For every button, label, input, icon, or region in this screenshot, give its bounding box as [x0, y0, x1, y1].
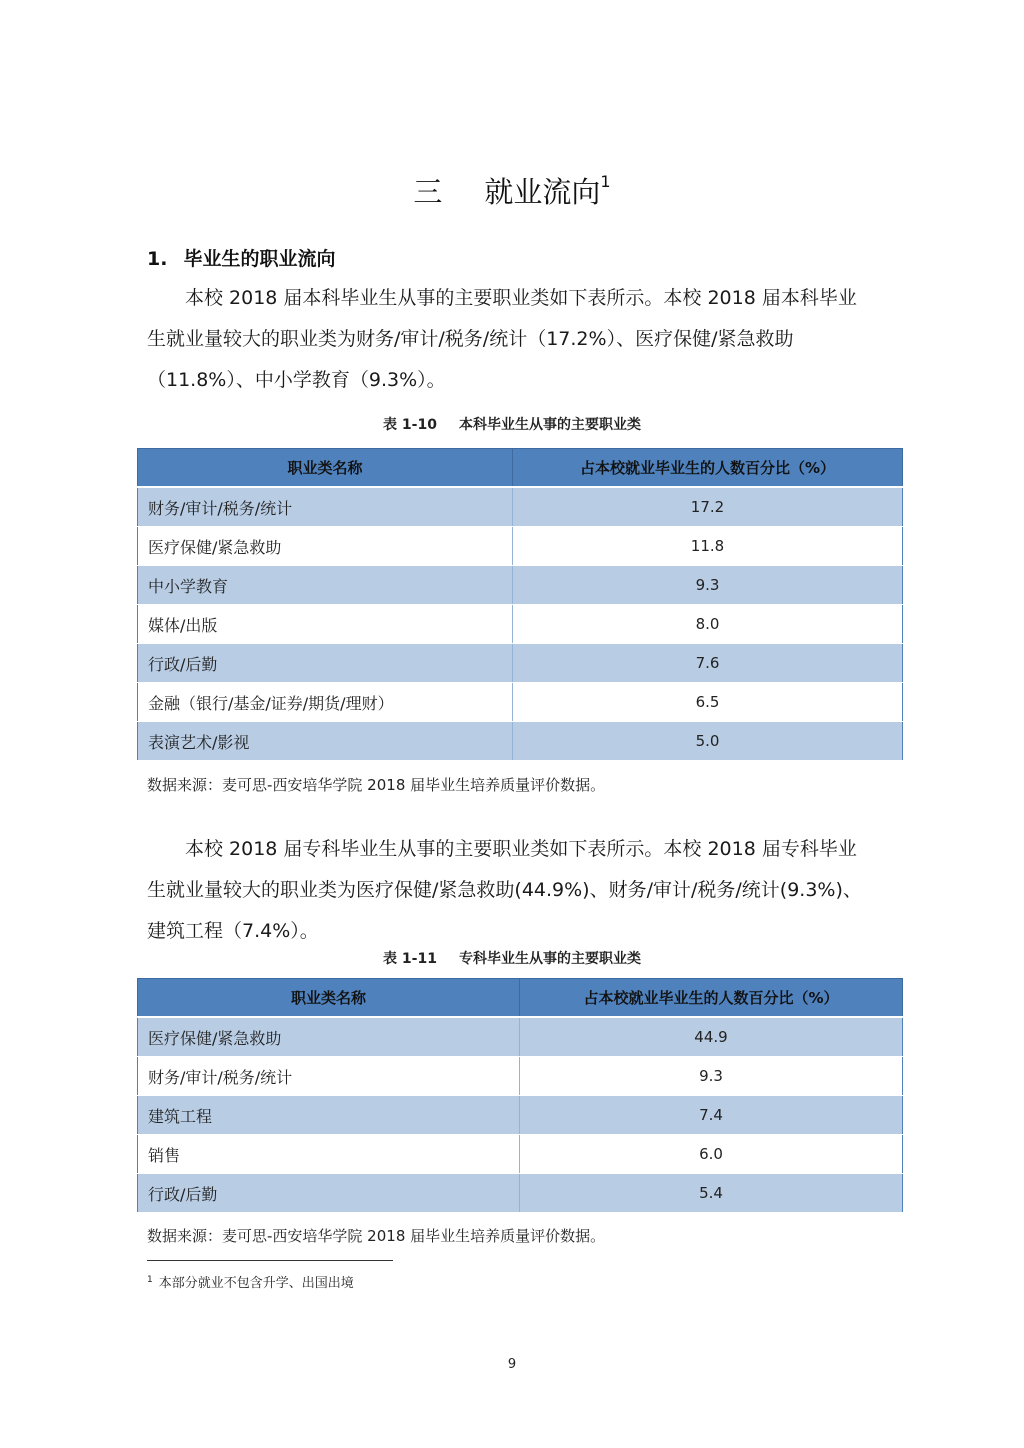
paragraph-line: 本校 2018 届本科毕业生从事的主要职业类如下表所示。本校 2018 届本科毕业 — [185, 287, 857, 309]
percentage-value: 9.3 — [520, 1057, 903, 1096]
occupation-name: 行政/后勤 — [138, 644, 513, 683]
table-number: 表 1-10 — [383, 417, 437, 433]
percentage-value: 6.5 — [513, 683, 903, 722]
percentage-value: 44.9 — [520, 1017, 903, 1057]
column-header-percentage: 占本校就业毕业生的人数百分比（%） — [513, 449, 903, 488]
undergraduate-occupation-table — [137, 448, 903, 761]
table-row — [138, 605, 903, 644]
table-row — [138, 644, 903, 683]
table-row — [138, 566, 903, 605]
paragraph-junior-college — [147, 829, 899, 952]
occupation-name: 行政/后勤 — [138, 1174, 520, 1213]
table-row — [138, 683, 903, 722]
footnote-separator — [147, 1260, 393, 1261]
occupation-name: 医疗保健/紧急救助 — [138, 527, 513, 566]
paragraph-line: 生就业量较大的职业类为医疗保健/紧急救助(44.9%)、财务/审计/税务/统计(9.3%)、 — [147, 879, 862, 901]
section-heading — [0, 170, 1024, 211]
table-caption — [0, 414, 1024, 434]
occupation-name: 财务/审计/税务/统计 — [138, 1057, 520, 1096]
percentage-value: 17.2 — [513, 487, 903, 527]
table-row — [138, 527, 903, 566]
table-row — [138, 1135, 903, 1174]
table-row — [138, 487, 903, 527]
percentage-value: 5.0 — [513, 722, 903, 761]
subsection-title: 毕业生的职业流向 — [183, 248, 336, 270]
column-header-percentage: 占本校就业毕业生的人数百分比（%） — [520, 979, 903, 1018]
percentage-value: 9.3 — [513, 566, 903, 605]
occupation-name: 中小学教育 — [138, 566, 513, 605]
footnote — [147, 1272, 354, 1291]
subsection-number: 1. — [147, 248, 168, 270]
footnote-reference[interactable]: 1 — [600, 172, 611, 192]
table-row — [138, 1174, 903, 1213]
occupation-name: 销售 — [138, 1135, 520, 1174]
percentage-value: 6.0 — [520, 1135, 903, 1174]
occupation-name: 媒体/出版 — [138, 605, 513, 644]
table-row — [138, 1017, 903, 1057]
section-number: 三 — [413, 175, 443, 209]
percentage-value: 7.6 — [513, 644, 903, 683]
footnote-text: 本部分就业不包含升学、出国出境 — [158, 1276, 354, 1291]
subsection-heading — [147, 244, 335, 271]
table-row — [138, 1096, 903, 1135]
percentage-value: 11.8 — [513, 527, 903, 566]
page-number: 9 — [507, 1357, 517, 1372]
paragraph-line: 生就业量较大的职业类为财务/审计/税务/统计（17.2%）、医疗保健/紧急救助 — [147, 328, 794, 350]
occupation-name: 表演艺术/影视 — [138, 722, 513, 761]
paragraph-line: （11.8%）、中小学教育（9.3%）。 — [147, 369, 446, 391]
percentage-value: 5.4 — [520, 1174, 903, 1213]
table-row — [138, 1057, 903, 1096]
footnote-marker: 1 — [147, 1274, 153, 1285]
percentage-value: 7.4 — [520, 1096, 903, 1135]
table-header-row — [138, 979, 903, 1018]
table-source-note: 数据来源：麦可思-西安培华学院 2018 届毕业生培养质量评价数据。 — [147, 776, 606, 794]
occupation-name: 建筑工程 — [138, 1096, 520, 1135]
paragraph-line: 建筑工程（7.4%）。 — [147, 920, 319, 942]
junior-college-occupation-table — [137, 978, 903, 1213]
paragraph-line: 本校 2018 届专科毕业生从事的主要职业类如下表所示。本校 2018 届专科毕业 — [185, 838, 857, 860]
table-title: 本科毕业生从事的主要职业类 — [458, 417, 641, 433]
table-source-note: 数据来源：麦可思-西安培华学院 2018 届毕业生培养质量评价数据。 — [147, 1227, 606, 1245]
column-header-occupation: 职业类名称 — [138, 449, 513, 488]
occupation-name: 财务/审计/税务/统计 — [138, 487, 513, 527]
table-header-row — [138, 449, 903, 488]
section-title: 就业流向 — [484, 175, 601, 209]
column-header-occupation: 职业类名称 — [138, 979, 520, 1018]
occupation-name: 金融（银行/基金/证券/期货/理财） — [138, 683, 513, 722]
table-title: 专科毕业生从事的主要职业类 — [458, 951, 641, 967]
table-number: 表 1-11 — [383, 951, 437, 967]
table-row — [138, 722, 903, 761]
table-caption — [0, 948, 1024, 968]
percentage-value: 8.0 — [513, 605, 903, 644]
paragraph-undergraduate — [147, 278, 899, 401]
occupation-name: 医疗保健/紧急救助 — [138, 1017, 520, 1057]
